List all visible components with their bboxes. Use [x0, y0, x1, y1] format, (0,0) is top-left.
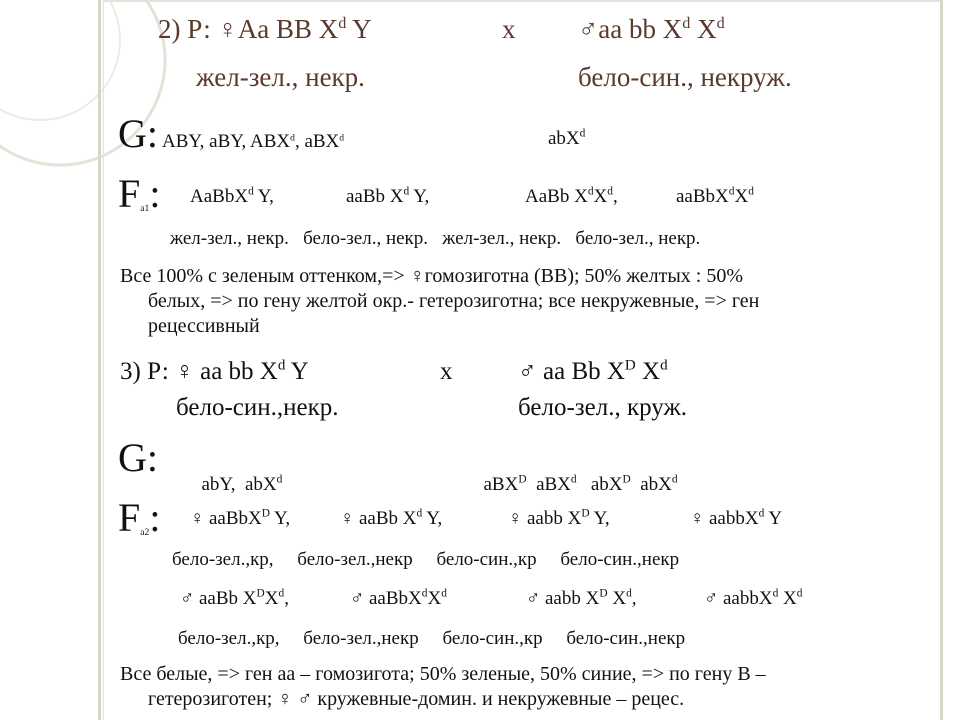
cross-sign: x [440, 358, 453, 385]
fa2-male-phenotypes: бело-зел.,кр, бело-зел.,некр бело-син.,кр бело-син.,некр [178, 628, 686, 649]
genotype-text: ♀ aabb X [508, 508, 582, 529]
offspring-fa1 [118, 170, 160, 217]
colon: : [149, 171, 161, 216]
fa1-phenotypes: жел-зел., некр. бело-зел., некр. жел-зел., некр. бело-зел., некр. [170, 228, 701, 249]
genotype-text: , [631, 588, 637, 609]
gametes-letter: G [118, 111, 147, 156]
conclusion-2 [120, 662, 945, 712]
gametes-male [474, 452, 678, 496]
genotype-text: Y [764, 508, 783, 529]
male-phenotype: бело-зел., круж. [518, 394, 687, 421]
female-y: Y [285, 358, 309, 385]
sup: d [276, 473, 283, 486]
fa1-genotype-2 [346, 186, 429, 208]
offspring-fa2 [118, 494, 160, 541]
genotype-text: Y, [409, 186, 430, 207]
fa2-female-2 [340, 508, 442, 530]
fa2-male-2 [350, 588, 447, 610]
sup: d [682, 14, 691, 32]
male-x: X [662, 14, 683, 44]
cross-3-female [120, 358, 309, 386]
gametes-text: aBX [483, 474, 519, 495]
fa2-female-1 [190, 508, 290, 530]
sup: d [607, 185, 613, 198]
sup: d [587, 185, 594, 198]
slide-frame [940, 0, 943, 720]
conclusion-line: белых, => по гену желтой окр.- гетерозиготна; все некружевные, => ген [148, 290, 760, 312]
sup: d [421, 587, 428, 600]
sup: d [441, 587, 447, 600]
genotype-text: X [427, 588, 442, 609]
genotype-text: ♂ aaBbX [350, 588, 422, 609]
fa2-female-phenotypes: бело-зел.,кр, бело-зел.,некр бело-син.,кр бело-син.,некр [172, 549, 680, 570]
genotype-text: Y, [422, 508, 443, 529]
genotype-text: aaBbX [676, 186, 729, 207]
female-genotype: Aa BB [237, 14, 313, 44]
genotype-text: AaBbX [190, 186, 249, 207]
genotype-text: , [612, 186, 618, 207]
colon: : [146, 111, 159, 156]
sup: d [728, 185, 735, 198]
colon: : [146, 435, 159, 480]
sup: d [338, 14, 347, 32]
conclusion-1 [120, 264, 940, 339]
fa2-male-4 [704, 588, 802, 610]
slide-frame [104, 0, 940, 2]
genotype-text: ♀ aaBbX [190, 508, 262, 529]
genotype-text: X [593, 186, 608, 207]
slide-frame [98, 0, 101, 720]
female-genotype: aa bb X [193, 358, 278, 385]
sup: d [796, 587, 803, 600]
female-phenotype: жел-зел., некр. [196, 62, 365, 92]
genotype-text: ♂ aabbX [704, 588, 773, 609]
decor-circle [0, 0, 120, 120]
gametes-text: abX [630, 474, 672, 495]
gametes-female [192, 452, 282, 496]
gametes-female: , aBX [294, 131, 340, 152]
male-x: X [690, 14, 717, 44]
sup: d [660, 357, 668, 374]
fa1-genotype-1 [190, 186, 274, 208]
cross-label: 2) Р: ♀ [158, 14, 238, 44]
sup: d [772, 587, 779, 600]
gametes-text: abX [576, 474, 623, 495]
sup: d [748, 185, 754, 198]
genotype-text: X [264, 588, 279, 609]
fa1-genotype-3 [525, 186, 618, 208]
male-x: X [635, 358, 661, 385]
genotype-text: aaBb X [346, 186, 404, 207]
sup: D [261, 507, 270, 520]
sup: d [579, 127, 586, 140]
conclusion-line: гетерозиготен; ♀ ♂ кружевные-домин. и некружевные – рецес. [148, 688, 685, 710]
female-y: Y [346, 14, 372, 44]
gametes-text: abY, abX [201, 474, 277, 495]
fa2-male-1 [180, 588, 289, 610]
fa2-letter: F [118, 495, 141, 540]
fa1-genotype-4 [676, 186, 754, 208]
gametes-male-text: abX [548, 128, 580, 149]
male-symbol: ♂ [578, 14, 599, 44]
conclusion-line: Все белые, => ген аа – гомозигота; 50% зеленые, 50% синие, => по гену В – [120, 663, 766, 685]
cross-3-male [518, 358, 668, 386]
fa1-sub: a1 [140, 203, 150, 215]
sup: d [626, 587, 632, 600]
genotype-text: ♂ aabb X [526, 588, 600, 609]
genotype-text: ♀ aabbX [690, 508, 759, 529]
sup: d [339, 132, 345, 144]
genotype-text: ♀ aaBb X [340, 508, 417, 529]
sup: D [622, 473, 631, 486]
slide-frame [103, 0, 104, 720]
sup: d [570, 473, 577, 486]
genotype-text: Y, [270, 508, 291, 529]
sup: D [599, 587, 608, 600]
cross-sign: x [502, 14, 516, 44]
fa2-male-3 [526, 588, 637, 610]
gametes-row-2 [118, 434, 158, 481]
male-phenotype: бело-син., некруж. [578, 62, 792, 92]
female-phenotype: бело-син.,некр. [176, 394, 339, 421]
fa2-female-3 [508, 508, 610, 530]
gametes-row-1 [118, 110, 344, 157]
genotype-text: AaBb X [525, 186, 588, 207]
genotype-text: X [778, 588, 797, 609]
fa1-letter: F [118, 171, 141, 216]
gametes-text: aBX [526, 474, 571, 495]
colon: : [149, 495, 161, 540]
sup: d [248, 185, 254, 198]
genotype-text: Y, [253, 186, 274, 207]
sup: D [518, 473, 527, 486]
sup: d [758, 507, 765, 520]
sup: d [671, 473, 678, 486]
sup: d [277, 357, 286, 374]
male-genotype: aa bb [598, 14, 656, 44]
genotype-text: Y, [589, 508, 610, 529]
sup: D [256, 587, 265, 600]
sup: d [290, 132, 295, 144]
female-x: X [318, 14, 339, 44]
sup: D [581, 507, 590, 520]
sup: d [716, 14, 725, 32]
conclusion-line: рецессивный [148, 315, 260, 337]
genotype-text: ♂ aaBb X [180, 588, 257, 609]
sup: d [416, 507, 423, 520]
genotype-text: , [284, 588, 289, 609]
cross-label: 3) Р: ♀ [120, 358, 194, 385]
sup: d [403, 185, 410, 198]
fa2-female-4 [690, 508, 782, 530]
sup: d [278, 587, 285, 600]
gametes-male [548, 128, 585, 150]
gametes-letter: G [118, 435, 147, 480]
cross-2-parents [158, 14, 372, 45]
genotype-text: X [734, 186, 749, 207]
sup: D [624, 357, 636, 374]
gametes-female: ABY, aBY, ABX [162, 131, 291, 152]
cross-2-male [578, 14, 725, 45]
male-genotype: ♂ aa Bb X [518, 358, 625, 385]
conclusion-line: Все 100% с зеленым оттенком,=> ♀гомозиготна (BB); 50% желтых : 50% [120, 265, 744, 287]
genotype-text: X [607, 588, 627, 609]
fa2-sub: a2 [140, 527, 150, 539]
